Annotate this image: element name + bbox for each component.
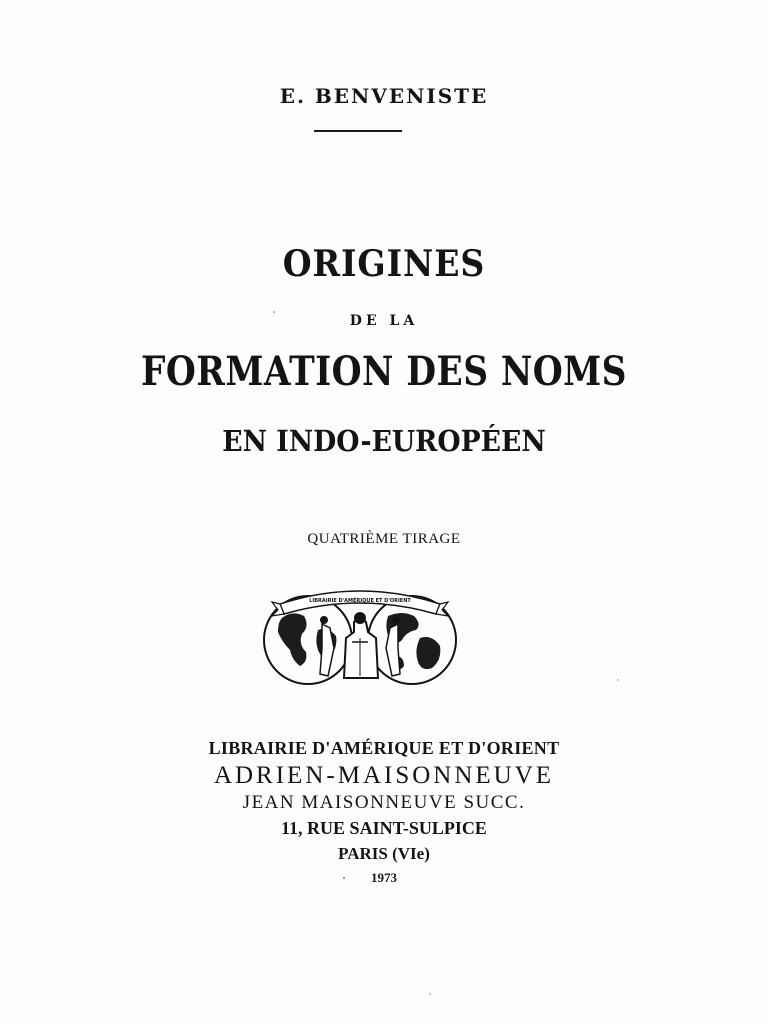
title-line-origines: ORIGINES xyxy=(282,243,486,285)
publisher-line-city: PARIS (VIe) xyxy=(338,844,430,863)
emblem-banner-text: LIBRAIRIE D'AMÉRIQUE ET D'ORIENT xyxy=(309,598,411,604)
publisher-line-name: ADRIEN-MAISONNEUVE xyxy=(213,762,555,789)
publication-year: 1973 xyxy=(371,870,397,885)
publisher-line-librairie: LIBRAIRIE D'AMÉRIQUE ET D'ORIENT xyxy=(208,738,560,758)
edition-note: QUATRIÈME TIRAGE xyxy=(307,531,461,547)
publisher-line-successor: JEAN MAISONNEUVE SUCC. xyxy=(242,792,526,813)
publisher-line-address: 11, RUE SAINT-SULPICE xyxy=(281,818,487,838)
author-name: E. BENVENISTE xyxy=(279,84,489,108)
title-line-formation: FORMATION DES NOMS xyxy=(141,348,627,395)
title-line-de-la: DE LA xyxy=(349,313,419,329)
title-line-indo-europeen: EN INDO-EUROPÉEN xyxy=(222,424,546,458)
